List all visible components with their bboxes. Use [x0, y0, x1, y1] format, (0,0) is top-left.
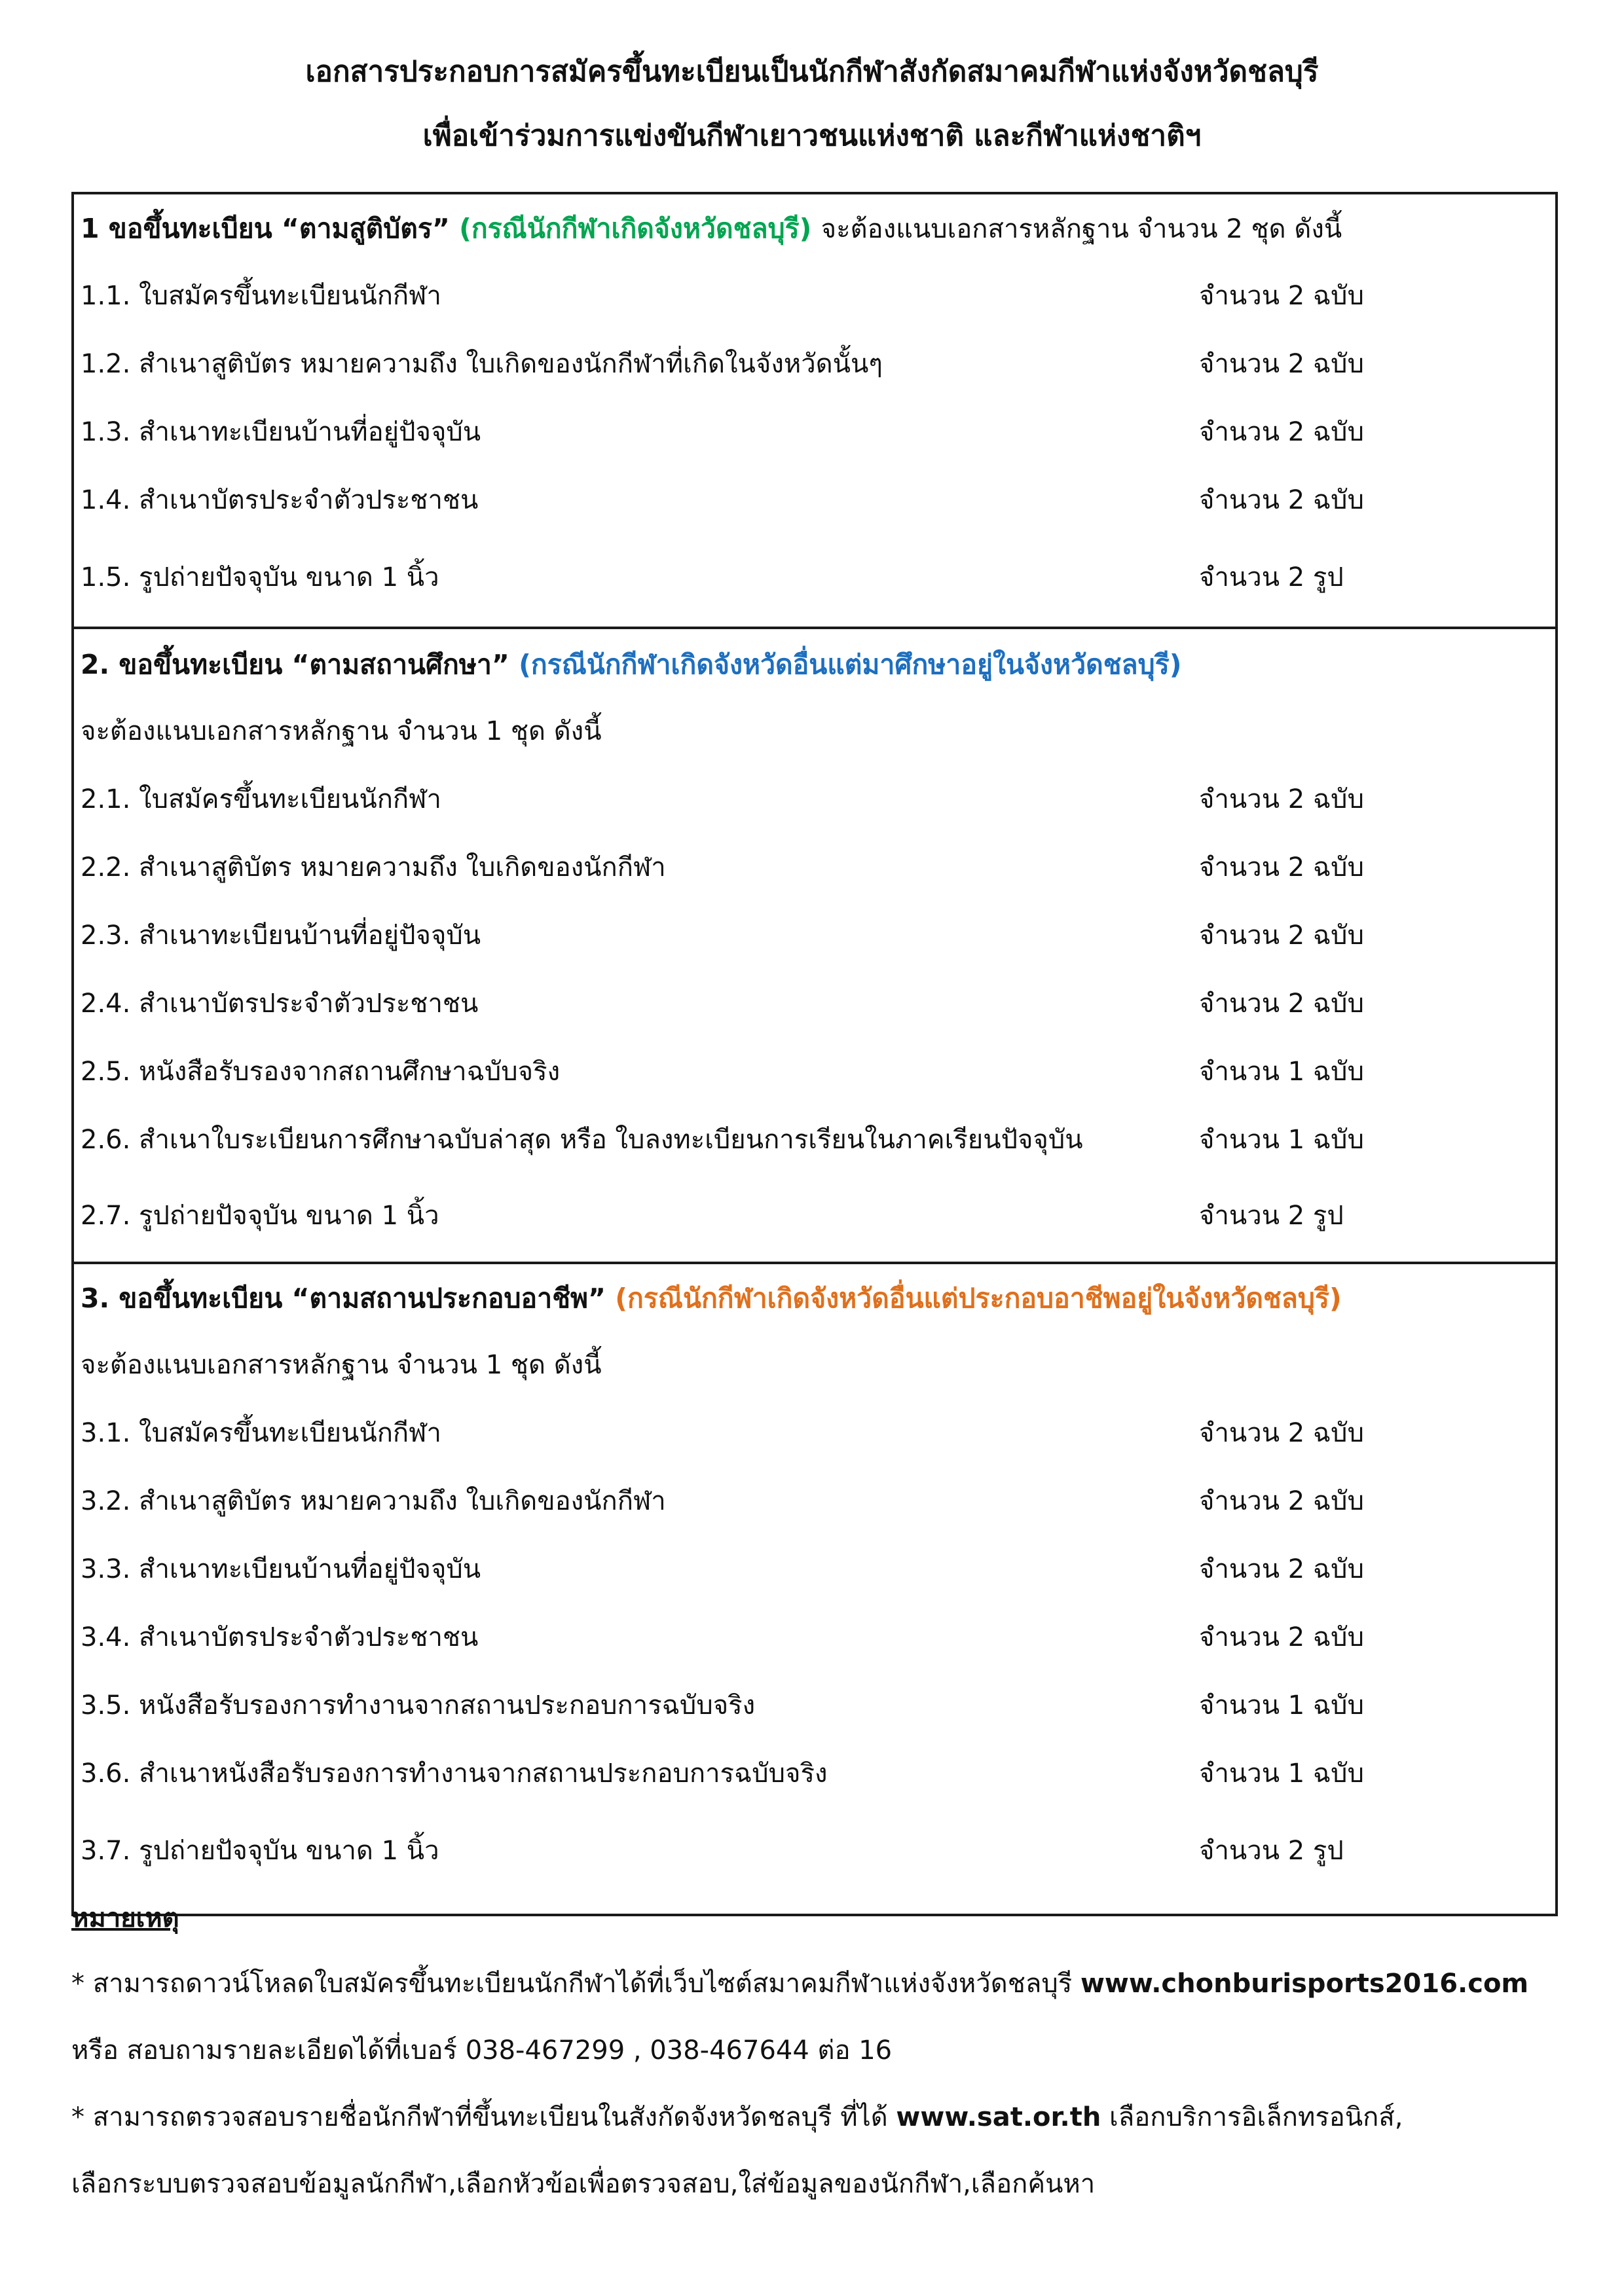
item-quantity: จำนวน 2 ฉบับ — [1199, 852, 1364, 883]
item-quantity: จำนวน 2 ฉบับ — [1199, 920, 1364, 951]
item-label: 2.1. ใบสมัครขึ้นทะเบียนนักกีฬา — [81, 784, 441, 814]
item-label: 1.5. รูปถ่ายปัจจุบัน ขนาด 1 นิ้ว — [81, 562, 439, 592]
section-1-heading-row — [81, 209, 1549, 248]
item-quantity: จำนวน 1 ฉบับ — [1199, 1758, 1364, 1789]
item-label: 1.1. ใบสมัครขึ้นทะเบียนนักกีฬา — [81, 281, 441, 311]
note-check-athletes — [71, 2098, 1578, 2137]
item-quantity: จำนวน 2 ฉบับ — [1199, 1622, 1364, 1652]
section-2-condition: (กรณีนักกีฬาเกิดจังหวัดอื่นแต่มาศึกษาอยู่ในจังหวัดชลบุรี) — [519, 649, 1182, 680]
item-label: 2.7. รูปถ่ายปัจจุบัน ขนาด 1 นิ้ว — [81, 1201, 439, 1231]
section-workplace — [74, 1262, 1555, 1916]
item-quantity: จำนวน 2 ฉบับ — [1199, 989, 1364, 1019]
note-check-tail: เลือกบริการอิเล็กทรอนิกส์, — [1101, 2102, 1403, 2132]
list-item — [81, 1482, 1549, 1521]
section-birth-certificate — [74, 194, 1555, 627]
item-label: 2.5. หนังสือรับรองจากสถานศึกษาฉบับจริง — [81, 1057, 561, 1087]
item-label: 3.1. ใบสมัครขึ้นทะเบียนนักกีฬา — [81, 1418, 441, 1448]
item-quantity: จำนวน 2 ฉบับ — [1199, 349, 1364, 379]
section-3-heading: 3. ขอขึ้นทะเบียน “ตามสถานประกอบอาชีพ” — [81, 1283, 606, 1314]
item-label: 2.3. สำเนาทะเบียนบ้านที่อยู่ปัจจุบัน — [81, 920, 481, 951]
list-item — [81, 1413, 1549, 1453]
notes-title: หมายเหตุ — [71, 1903, 179, 1933]
sat-website-link[interactable]: www.sat.or.th — [896, 2102, 1101, 2132]
list-item — [81, 481, 1549, 520]
item-quantity: จำนวน 2 ฉบับ — [1199, 1554, 1364, 1584]
section-2-heading-row — [81, 645, 1549, 684]
list-item — [81, 916, 1549, 955]
section-3-heading-row — [81, 1279, 1549, 1318]
item-quantity: จำนวน 1 ฉบับ — [1199, 1690, 1364, 1721]
item-label: 3.4. สำเนาบัตรประจำตัวประชาชน — [81, 1622, 479, 1652]
item-quantity: จำนวน 2 ฉบับ — [1199, 417, 1364, 447]
list-item — [81, 1120, 1549, 1159]
requirements-table — [71, 192, 1558, 1916]
item-label: 3.5. หนังสือรับรองการทำงานจากสถานประกอบการฉบับจริง — [81, 1690, 756, 1721]
list-item — [81, 1550, 1549, 1589]
list-item — [81, 848, 1549, 887]
list-item — [81, 780, 1549, 819]
item-quantity: จำนวน 1 ฉบับ — [1199, 1125, 1364, 1155]
list-item — [81, 344, 1549, 384]
section-3-requirement: จะต้องแนบเอกสารหลักฐาน จำนวน 1 ชุด ดังนี้ — [81, 1350, 602, 1380]
section-2-requirement: จะต้องแนบเอกสารหลักฐาน จำนวน 1 ชุด ดังนี้ — [81, 716, 602, 746]
list-item — [81, 276, 1549, 316]
item-label: 2.6. สำเนาใบระเบียนการศึกษาฉบับล่าสุด หรือ ใบลงทะเบียนการเรียนในภาคเรียนปัจจุบัน — [81, 1125, 1083, 1155]
chonburi-sports-link[interactable]: www.chonburisports2016.com — [1080, 1969, 1529, 1999]
item-label: 3.6. สำเนาหนังสือรับรองการทำงานจากสถานประกอบการฉบับจริง — [81, 1758, 828, 1789]
item-quantity: จำนวน 2 รูป — [1199, 562, 1344, 592]
item-quantity: จำนวน 2 ฉบับ — [1199, 784, 1364, 814]
section-1-condition: (กรณีนักกีฬาเกิดจังหวัดชลบุรี) — [459, 213, 812, 244]
list-item — [81, 1831, 1549, 1870]
list-item — [81, 1052, 1549, 1091]
list-item — [81, 1754, 1549, 1793]
item-quantity: จำนวน 2 รูป — [1199, 1201, 1344, 1231]
note-check-text: * สามารถตรวจสอบรายชื่อนักกีฬาที่ขึ้นทะเบียนในสังกัดจังหวัดชลบุรี ที่ได้ — [71, 2102, 896, 2132]
document-title-line2: เพื่อเข้าร่วมการแข่งขันกีฬาเยาวชนแห่งชาติ และกีฬาแห่งชาติฯ — [422, 119, 1202, 153]
item-label: 1.2. สำเนาสูติบัตร หมายความถึง ใบเกิดของนักกีฬาที่เกิดในจังหวัดนั้นๆ — [81, 349, 883, 379]
item-label: 3.2. สำเนาสูติบัตร หมายความถึง ใบเกิดของนักกีฬา — [81, 1486, 666, 1516]
item-quantity: จำนวน 2 รูป — [1199, 1836, 1344, 1866]
item-label: 2.2. สำเนาสูติบัตร หมายความถึง ใบเกิดของนักกีฬา — [81, 852, 666, 883]
note-download — [71, 1964, 1578, 2003]
list-item — [81, 984, 1549, 1023]
section-2-heading: 2. ขอขึ้นทะเบียน “ตามสถานศึกษา” — [81, 649, 509, 680]
section-school — [74, 627, 1555, 1262]
item-quantity: จำนวน 2 ฉบับ — [1199, 485, 1364, 515]
item-quantity: จำนวน 1 ฉบับ — [1199, 1057, 1364, 1087]
note-download-text: * สามารถดาวน์โหลดใบสมัครขึ้นทะเบียนนักกีฬาได้ที่เว็บไซต์สมาคมกีฬาแห่งจังหวัดชลบุรี — [71, 1969, 1080, 1999]
section-1-heading: 1 ขอขึ้นทะเบียน “ตามสูติบัตร” — [81, 213, 450, 244]
list-item — [81, 558, 1549, 597]
item-label: 1.4. สำเนาบัตรประจำตัวประชาชน — [81, 485, 479, 515]
note-steps: เลือกระบบตรวจสอบข้อมูลนักกีฬา,เลือกหัวข้อเพื่อตรวจสอบ,ใส่ข้อมูลของนักกีฬา,เลือกค้นหา — [71, 2169, 1096, 2199]
list-item — [81, 1196, 1549, 1235]
item-label: 2.4. สำเนาบัตรประจำตัวประชาชน — [81, 989, 479, 1019]
section-1-requirement: จะต้องแนบเอกสารหลักฐาน จำนวน 2 ชุด ดังนี้ — [821, 214, 1342, 244]
list-item — [81, 1686, 1549, 1725]
list-item — [81, 1618, 1549, 1657]
item-label: 1.3. สำเนาทะเบียนบ้านที่อยู่ปัจจุบัน — [81, 417, 481, 447]
item-label: 3.3. สำเนาทะเบียนบ้านที่อยู่ปัจจุบัน — [81, 1554, 481, 1584]
document-title-line1: เอกสารประกอบการสมัครขึ้นทะเบียนเป็นนักกีฬาสังกัดสมาคมกีฬาแห่งจังหวัดชลบุรี — [305, 55, 1319, 88]
item-quantity: จำนวน 2 ฉบับ — [1199, 1486, 1364, 1516]
item-label: 3.7. รูปถ่ายปัจจุบัน ขนาด 1 นิ้ว — [81, 1836, 439, 1866]
note-contact: หรือ สอบถามรายละเอียดได้ที่เบอร์ 038-467299 , 038-467644 ต่อ 16 — [71, 2035, 893, 2066]
list-item — [81, 412, 1549, 452]
section-3-condition: (กรณีนักกีฬาเกิดจังหวัดอื่นแต่ประกอบอาชีพอยู่ในจังหวัดชลบุรี) — [615, 1283, 1342, 1314]
item-quantity: จำนวน 2 ฉบับ — [1199, 1418, 1364, 1448]
item-quantity: จำนวน 2 ฉบับ — [1199, 281, 1364, 311]
